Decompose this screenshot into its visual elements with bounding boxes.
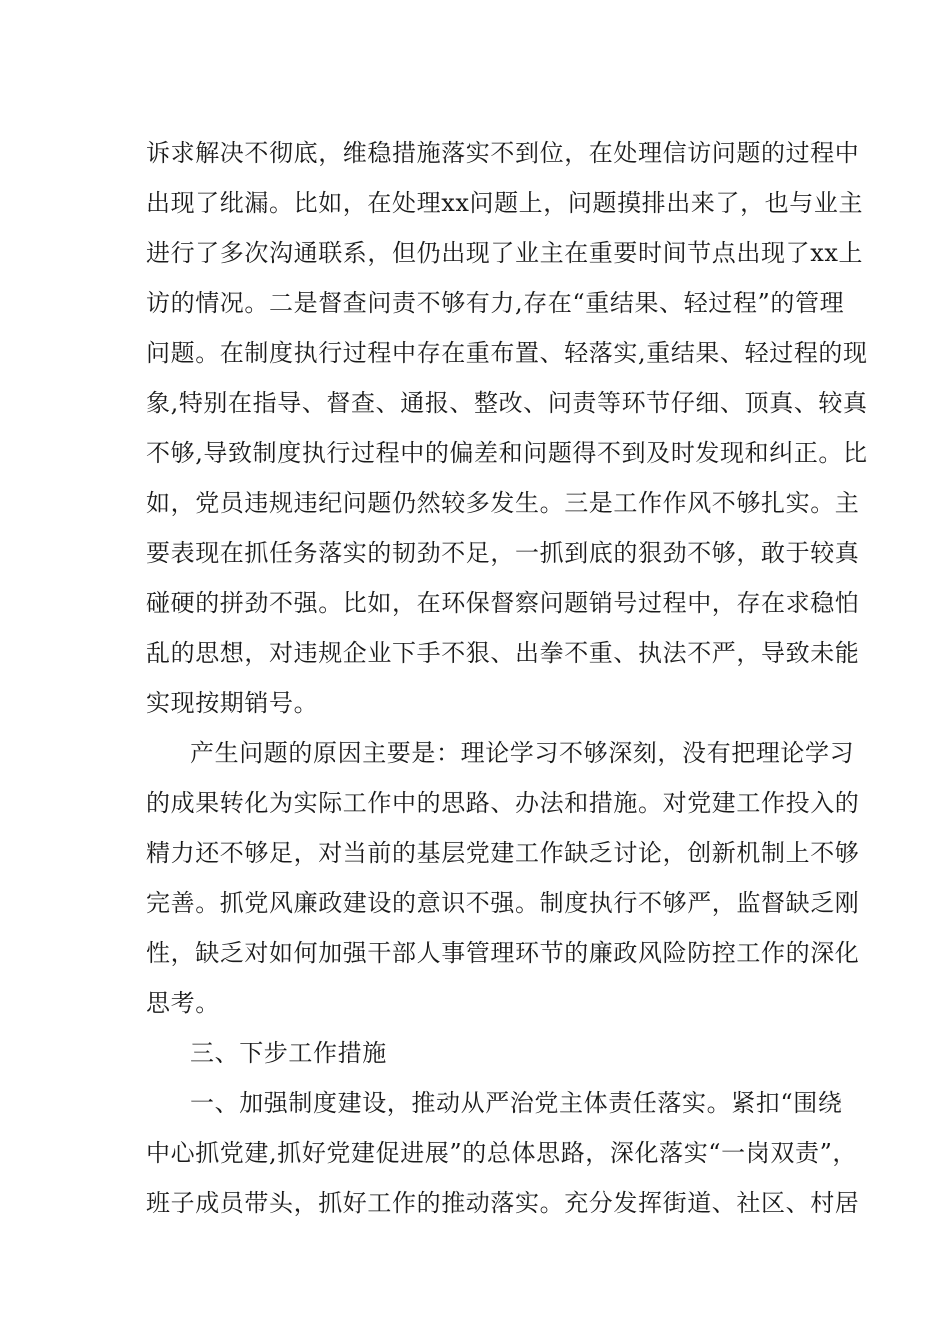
paragraph-line: 碰硬的拼劲不强。比如，在环保督察问题销号过程中，存在求稳怕 <box>146 589 860 617</box>
paragraph-line: 如，党员违规违纪问题仍然较多发生。三是工作作风不够扎实。主 <box>146 489 860 517</box>
paragraph-line: 问题。在制度执行过程中存在重布置、轻落实,重结果、轻过程的现 <box>146 339 868 367</box>
paragraph-line: 象,特别在指导、督查、通报、整改、问责等环节仔细、顶真、较真 <box>146 389 868 417</box>
paragraph-line: 产生问题的原因主要是：理论学习不够深刻，没有把理论学习 <box>190 739 855 767</box>
paragraph-line: 访的情况。二是督查问责不够有力,存在“重结果、轻过程”的管理 <box>146 289 845 317</box>
paragraph-line: 一、加强制度建设，推动从严治党主体责任落实。紧扣“围绕 <box>190 1089 843 1117</box>
paragraph-line: 实现按期销号。 <box>146 689 319 717</box>
paragraph-line: 进行了多次沟通联系，但仍出现了业主在重要时间节点出现了xx上 <box>146 239 864 267</box>
paragraph-line: 完善。抓党风廉政建设的意识不强。制度执行不够严，监督缺乏刚 <box>146 889 860 917</box>
paragraph-line: 中心抓党建,抓好党建促进展”的总体思路，深化落实“一岗双责”， <box>146 1139 858 1167</box>
paragraph-line: 要表现在抓任务落实的韧劲不足，一抓到底的狠劲不够，敢于较真 <box>146 539 860 567</box>
paragraph-line: 性，缺乏对如何加强干部人事管理环节的廉政风险防控工作的深化 <box>146 939 860 967</box>
section-heading: 三、下步工作措施 <box>190 1039 387 1067</box>
paragraph-line: 的成果转化为实际工作中的思路、办法和措施。对党建工作投入的 <box>146 789 860 817</box>
paragraph-line: 出现了纰漏。比如，在处理xx问题上，问题摸排出来了，也与业主 <box>146 189 864 217</box>
paragraph-line: 乱的思想，对违规企业下手不狠、出拳不重、执法不严，导致未能 <box>146 639 860 667</box>
paragraph-line: 精力还不够足，对当前的基层党建工作缺乏讨论，创新机制上不够 <box>146 839 860 867</box>
paragraph-line: 诉求解决不彻底，维稳措施落实不到位，在处理信访问题的过程中 <box>146 139 860 167</box>
paragraph-line: 思考。 <box>146 989 220 1017</box>
paragraph-line: 不够,导致制度执行过程中的偏差和问题得不到及时发现和纠正。比 <box>146 439 868 467</box>
paragraph-line: 班子成员带头，抓好工作的推动落实。充分发挥街道、社区、村居 <box>146 1189 860 1217</box>
